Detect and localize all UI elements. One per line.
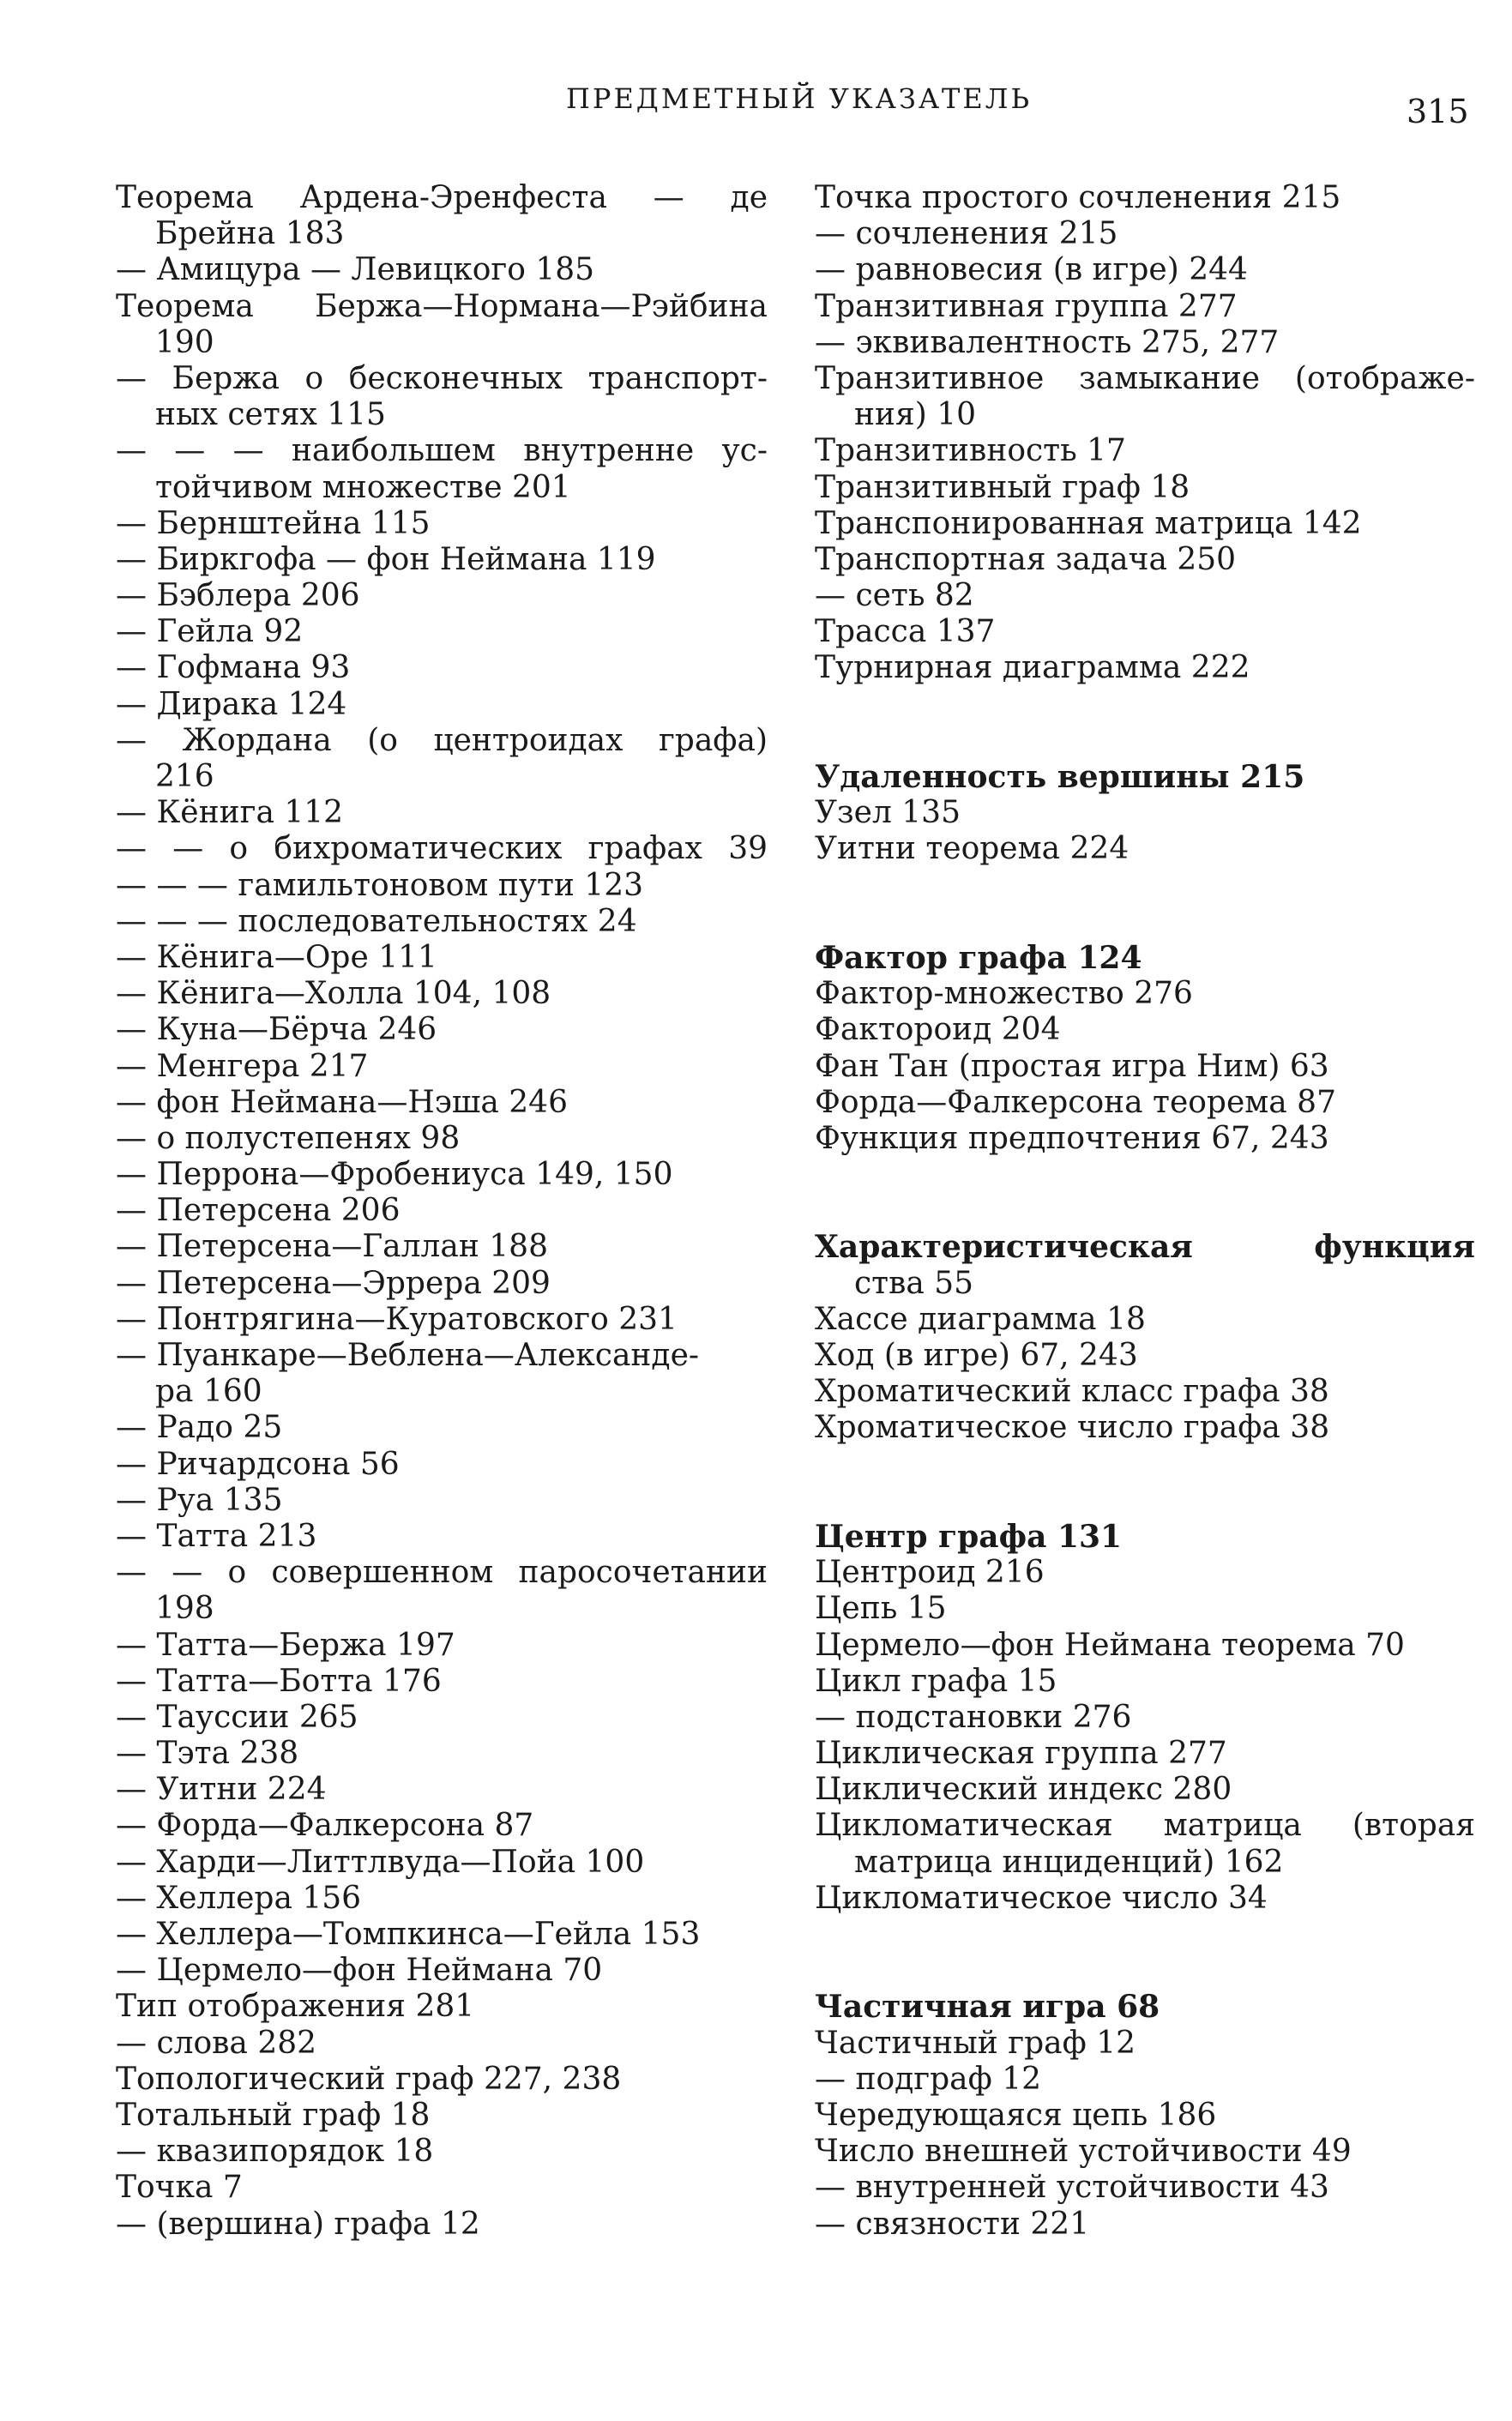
index-entry: — Петерсена 206: [116, 1193, 401, 1229]
index-entry: Цикломатическое число 34: [815, 1880, 1268, 1916]
index-entry: Транспортная задача 250: [815, 541, 1237, 577]
index-entry: Цепь 15: [815, 1591, 947, 1627]
index-entry-continuation: 190: [155, 324, 214, 360]
index-entry: Точка простого сочленения 215: [815, 180, 1341, 215]
section-spacer: [815, 1483, 1475, 1519]
index-entry: Частичный граф 12: [815, 2025, 1136, 2061]
index-entry: — Бернштейна 115: [116, 505, 431, 541]
index-entry: — Харди—Литтлвуда—Пойа 100: [116, 1844, 645, 1880]
index-entry: Транзитивность 17: [815, 433, 1126, 469]
index-entry: Теорема Ардена-Эренфеста — де: [116, 180, 768, 215]
index-entry: Хассе диаграмма 18: [815, 1301, 1146, 1337]
index-entry: — подстановки 276: [815, 1699, 1132, 1735]
section-spacer: [815, 1157, 1475, 1193]
index-entry: — Ричардсона 56: [116, 1446, 400, 1482]
index-entry: — Татта—Ботта 176: [116, 1663, 442, 1699]
index-entry: — сеть 82: [815, 578, 974, 614]
section-spacer: [815, 904, 1475, 940]
index-entry: — Петерсена—Галлан 188: [116, 1229, 548, 1265]
index-entry: Транзитивное замыкание (отображе-: [815, 360, 1475, 396]
index-entry: Тотальный граф 18: [116, 2097, 431, 2133]
index-entry-continuation: 216: [155, 759, 214, 794]
index-entry: — Хеллера 156: [116, 1880, 362, 1916]
index-entry: — Руа 135: [116, 1482, 283, 1518]
index-entry: — Цермело—фон Неймана 70: [116, 1953, 603, 1989]
index-entry: Число внешней устойчивости 49: [815, 2134, 1352, 2170]
index-entry: — равновесия (в игре) 244: [815, 252, 1248, 288]
index-entry: Циклический индекс 280: [815, 1772, 1232, 1808]
index-entry: — сочленения 215: [815, 216, 1118, 252]
index-entry: Чередующаяся цепь 186: [815, 2097, 1217, 2133]
index-entry: — связности 221: [815, 2206, 1090, 2242]
index-entry: — Тауссии 265: [116, 1699, 358, 1735]
index-entry: — фон Неймана—Нэша 246: [116, 1084, 568, 1120]
section-spacer: [815, 868, 1475, 904]
index-entry: Частичная игра 68: [815, 1989, 1160, 2026]
index-entry: Цермело—фон Неймана теорема 70: [815, 1627, 1405, 1663]
index-entry: — Куна—Бёрча 246: [116, 1012, 437, 1048]
index-entry: — Дирака 124: [116, 686, 347, 722]
index-entry: — о полустепенях 98: [116, 1120, 461, 1156]
index-entry: — Перрона—Фробениуса 149, 150: [116, 1157, 673, 1193]
index-entry: Транзитивный граф 18: [815, 469, 1190, 505]
index-entry: Фактор-множество 276: [815, 976, 1193, 1012]
index-entry: — Тэта 238: [116, 1736, 299, 1772]
index-entry: Форда—Фалкерсона теорема 87: [815, 1084, 1336, 1120]
index-entry: Турнирная диаграмма 222: [815, 650, 1250, 686]
index-entry: Фан Тан (простая игра Ним) 63: [815, 1048, 1329, 1084]
index-entry: — Хеллера—Томпкинса—Гейла 153: [116, 1917, 701, 1952]
index-entry: — Понтрягина—Куратовского 231: [116, 1301, 678, 1337]
index-entry: — Гофмана 93: [116, 650, 351, 686]
index-entry: Центр графа 131: [815, 1518, 1123, 1555]
index-entry: — Форда—Фалкерсона 87: [116, 1808, 534, 1844]
index-entry: Циклическая группа 277: [815, 1736, 1227, 1772]
index-entry: — Радо 25: [116, 1410, 283, 1446]
index-entry: — эквивалентность 275, 277: [815, 324, 1280, 360]
index-entry: — (вершина) графа 12: [116, 2206, 480, 2242]
index-entry-continuation: ра 160: [155, 1374, 262, 1410]
index-entry: — Бэблера 206: [116, 578, 360, 614]
index-entry: — квазипорядок 18: [116, 2134, 434, 2170]
index-entry: — — — гамильтоновом пути 123: [116, 867, 644, 903]
section-spacer: [815, 723, 1475, 759]
index-entry: Уитни теорема 224: [815, 831, 1129, 867]
index-entry: — — — последовательностях 24: [116, 903, 637, 939]
index-entry: — подграф 12: [815, 2061, 1042, 2097]
index-entry: — Татта 213: [116, 1518, 317, 1554]
index-entry: Функция предпочтения 67, 243: [815, 1120, 1329, 1156]
index-entry: — Кёнига 112: [116, 795, 344, 831]
index-entry-continuation: ства 55: [854, 1265, 974, 1301]
index-entry: — Менгера 217: [116, 1048, 369, 1084]
index-entry: Ход (в игре) 67, 243: [815, 1338, 1138, 1373]
index-entry: — Жордана (о центроидах графа): [116, 722, 768, 758]
index-entry-continuation: ных сетях 115: [155, 397, 386, 433]
index-entry: — Пуанкаре—Веблена—Александе-: [116, 1338, 700, 1373]
index-entry: — внутренней устойчивости 43: [815, 2170, 1329, 2206]
index-entry-continuation: тойчивом множестве 201: [155, 469, 571, 505]
index-entry: Центроид 216: [815, 1555, 1045, 1591]
index-entry: Фактор графа 124: [815, 939, 1142, 976]
index-entry-continuation: 198: [155, 1591, 214, 1627]
section-spacer: [815, 1917, 1475, 1953]
index-entry: — Уитни 224: [116, 1772, 327, 1808]
section-spacer: [815, 687, 1475, 723]
index-entry: Удаленность вершины 215: [815, 759, 1305, 795]
index-entry: — — о совершенном паросочетании: [116, 1555, 768, 1591]
index-entry: — Кёнига—Холла 104, 108: [116, 976, 551, 1012]
index-entry: — — о бихроматических графах 39: [116, 831, 768, 867]
index-entry: — Кёнига—Оре 111: [116, 939, 437, 975]
index-entry: Хроматическое число графа 38: [815, 1410, 1330, 1446]
index-entry: Трасса 137: [815, 614, 996, 650]
index-entry: Характеристическая функция: [815, 1229, 1475, 1266]
index-entry: Тип отображения 281: [116, 1989, 475, 2025]
index-entry: — слова 282: [116, 2025, 317, 2061]
index-entry: Цикломатическая матрица (вторая: [815, 1808, 1475, 1844]
section-spacer: [815, 1447, 1475, 1483]
index-entry: — — — наибольшем внутренне ус-: [116, 433, 768, 469]
index-entry: — Петерсена—Эррера 209: [116, 1265, 551, 1301]
index-column-right: [815, 180, 1475, 2243]
index-column-left: [116, 180, 768, 2243]
index-entry: Теорема Бержа—Нормана—Рэйбина: [116, 288, 768, 324]
index-entry: Транзитивная группа 277: [815, 288, 1238, 324]
section-spacer: [815, 1193, 1475, 1229]
index-entry: — Бержа о бесконечных транспорт-: [116, 360, 768, 396]
index-entry-continuation: матрица инциденций) 162: [854, 1844, 1284, 1880]
running-head: ПРЕДМЕТНЫЙ УКАЗАТЕЛЬ: [566, 82, 1033, 115]
index-entry: — Гейла 92: [116, 614, 304, 650]
index-entry: — Биркгофа — фон Неймана 119: [116, 541, 656, 577]
index-entry-continuation: ния) 10: [854, 397, 976, 433]
index-entry: Цикл графа 15: [815, 1663, 1057, 1699]
index-entry-continuation: Брейна 183: [155, 216, 345, 252]
index-entry: Узел 135: [815, 795, 961, 831]
index-entry: Хроматический класс графа 38: [815, 1374, 1329, 1410]
page-number: 315: [1407, 93, 1469, 130]
index-entry: Транспонированная матрица 142: [815, 505, 1362, 541]
index-entry: — Татта—Бержа 197: [116, 1627, 455, 1663]
index-entry: Точка 7: [116, 2170, 243, 2206]
section-spacer: [815, 1953, 1475, 1989]
index-entry: Топологический граф 227, 238: [116, 2061, 622, 2097]
index-entry: Фактороид 204: [815, 1012, 1061, 1048]
index-entry: — Амицура — Левицкого 185: [116, 252, 595, 288]
